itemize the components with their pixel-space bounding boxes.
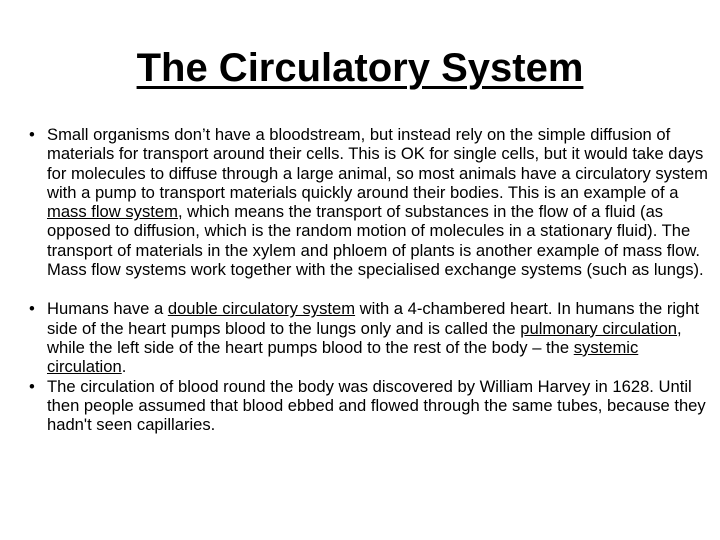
- bullet-text: .: [121, 357, 127, 377]
- bullet-text: Small organisms don’t have a bloodstream, but instead rely on the simple diffusion of materials for transport around their cells. This is OK for single cells, but it would take days for molecules to diffuse through a large animal, so most animals have a circulatory system with a pump to transport materials quickly around their bodies. This is an example of a: [47, 125, 708, 202]
- bullet-list: [24, 125, 714, 434]
- slide-title-text: The Circulatory System: [136, 46, 584, 90]
- bullet-item-william-harvey: [24, 377, 714, 435]
- term-double-circulatory-system: double circulatory system: [167, 299, 356, 319]
- bullet-point-icon: •: [29, 376, 35, 396]
- bullet-text: Humans have a: [47, 299, 168, 319]
- bullet-item-double-circulation: [24, 299, 714, 376]
- bullet-item-mass-flow: [24, 125, 714, 279]
- term-mass-flow-system: mass flow system: [47, 202, 178, 222]
- bullet-text: with a 4-chambered heart. In humans the right side of the heart pumps blood to the lungs only and is called the: [47, 299, 700, 338]
- bullet-text: The circulation of blood round the body was discovered by William Harvey in 1628. Until then people assumed that blood ebbed and flowed through the same tubes, because they hadn't seen capillaries.: [47, 376, 706, 435]
- bullet-point-icon: •: [29, 125, 35, 144]
- bullet-text: , while the left side of the heart pumps blood to the rest of the body – the: [47, 318, 682, 357]
- bullet-text: , which means the transport of substances in the flow of a fluid (as opposed to diffusion, which is the random motion of molecules in a stationary fluid). The transport of materials in the xylem and phloem of plants is another example of mass flow. Mass flow systems work together with the specialised exchange systems (such as lungs).: [47, 202, 704, 280]
- term-pulmonary-circulation: pulmonary circulation: [520, 318, 678, 338]
- slide-title: [0, 44, 720, 92]
- term-systemic-circulation: systemic circulation: [47, 337, 639, 377]
- bullet-point-icon: •: [29, 299, 35, 319]
